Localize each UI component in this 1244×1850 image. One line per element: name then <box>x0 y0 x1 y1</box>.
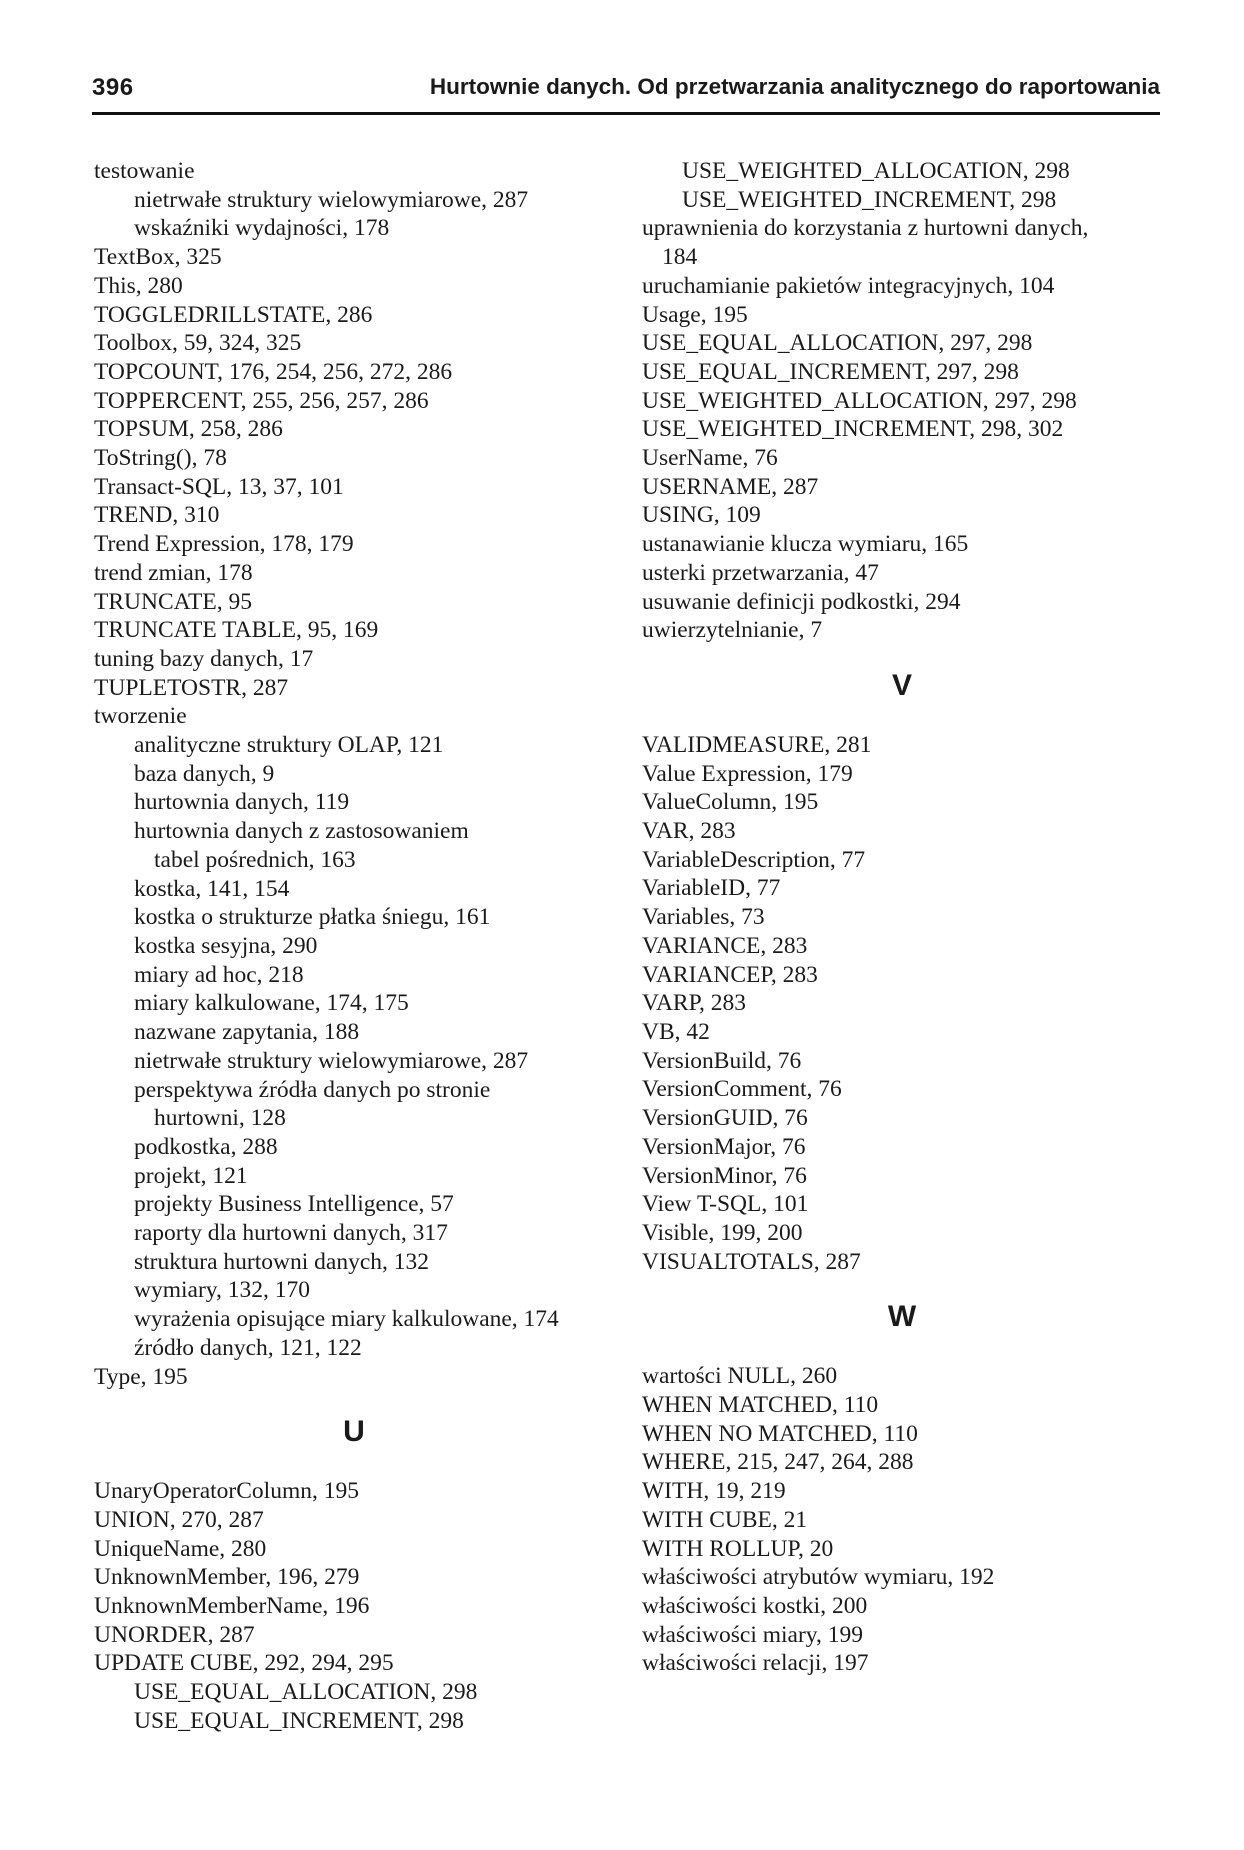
index-entry: uruchamianie pakietów integracyjnych, 104 <box>642 272 1055 299</box>
index-entry: VAR, 283 <box>642 818 736 845</box>
index-entry: USING, 109 <box>642 502 761 529</box>
index-entry: właściwości kostki, 200 <box>642 1592 868 1619</box>
index-subentry: USE_EQUAL_ALLOCATION, 298 <box>134 1679 478 1706</box>
index-entry: tuning bazy danych, 17 <box>94 645 314 672</box>
index-entry: Usage, 195 <box>642 301 748 328</box>
index-entry: UserName, 76 <box>642 445 778 472</box>
index-entry: Transact-SQL, 13, 37, 101 <box>94 473 344 500</box>
index-subentry: USE_WEIGHTED_ALLOCATION, 298 <box>682 158 1070 184</box>
index-entry: USE_WEIGHTED_ALLOCATION, 297, 298 <box>642 387 1077 414</box>
index-entry: USERNAME, 287 <box>642 473 819 500</box>
index-entry: This, 280 <box>94 272 183 299</box>
index-entry: VARIANCEP, 283 <box>642 961 818 988</box>
index-subentry: nietrwałe struktury wielowymiarowe, 287 <box>134 186 529 213</box>
index-subentry: USE_WEIGHTED_INCREMENT, 298 <box>682 186 1057 213</box>
index-entry: właściwości miary, 199 <box>642 1621 864 1648</box>
index-entry: VersionGUID, 76 <box>642 1105 808 1132</box>
index-subentry: nietrwałe struktury wielowymiarowe, 287 <box>134 1047 529 1074</box>
index-column-right <box>642 157 1162 1678</box>
index-entry: VersionBuild, 76 <box>642 1047 802 1074</box>
index-subentry: kostka sesyjna, 290 <box>134 932 318 959</box>
index-subentry: kostka o strukturze płatka śniegu, 161 <box>134 904 491 931</box>
index-entry: trend zmian, 178 <box>94 559 253 586</box>
index-subentry: analityczne struktury OLAP, 121 <box>134 732 444 759</box>
index-entry: VariableID, 77 <box>642 875 781 902</box>
index-entry: ValueColumn, 195 <box>642 789 819 816</box>
index-entry: VersionMinor, 76 <box>642 1162 807 1189</box>
index-subentry: 184 <box>662 244 698 271</box>
index-entry: UNION, 270, 287 <box>94 1506 264 1533</box>
index-entry: WHEN NO MATCHED, 110 <box>642 1420 918 1447</box>
index-entry: uprawnienia do korzystania z hurtowni danych, <box>642 215 1089 242</box>
index-entry: Trend Expression, 178, 179 <box>94 531 354 558</box>
index-entry: USE_EQUAL_ALLOCATION, 297, 298 <box>642 330 1033 357</box>
index-entry: UnknownMember, 196, 279 <box>94 1564 360 1591</box>
index-subentry: projekt, 121 <box>134 1162 248 1189</box>
index-entry: VISUALTOTALS, 287 <box>642 1248 861 1275</box>
index-entry: usterki przetwarzania, 47 <box>642 559 879 586</box>
page-header <box>92 68 1160 115</box>
index-subentry: podkostka, 288 <box>134 1133 278 1160</box>
index-entry: Type, 195 <box>94 1363 188 1390</box>
index-subentry: miary kalkulowane, 174, 175 <box>134 990 409 1017</box>
index-subentry: struktura hurtowni danych, 132 <box>134 1248 430 1275</box>
index-entry: właściwości relacji, 197 <box>642 1650 869 1677</box>
index-entry: Value Expression, 179 <box>642 760 853 787</box>
index-entry: tworzenie <box>94 703 187 730</box>
index-entry: testowanie <box>94 158 195 184</box>
index-subentry: wskaźniki wydajności, 178 <box>134 215 390 242</box>
section-heading: U <box>343 1415 365 1449</box>
index-entry: VALIDMEASURE, 281 <box>642 731 872 758</box>
index-entry: TOPCOUNT, 176, 254, 256, 272, 286 <box>94 358 453 385</box>
index-column-left <box>94 157 614 1736</box>
index-entry: UPDATE CUBE, 292, 294, 295 <box>94 1650 394 1677</box>
index-subentry: hurtowni, 128 <box>154 1105 286 1132</box>
index-entry: TOPSUM, 258, 286 <box>94 416 283 443</box>
index-subentry: hurtownia danych, 119 <box>134 789 350 816</box>
page-number: 396 <box>92 74 134 101</box>
index-subentry: perspektywa źródła danych po stronie <box>134 1076 491 1103</box>
index-entry: TOGGLEDRILLSTATE, 286 <box>94 301 373 328</box>
index-entry: WITH CUBE, 21 <box>642 1506 808 1533</box>
index-entry: UnknownMemberName, 196 <box>94 1593 370 1620</box>
index-entry: właściwości atrybutów wymiaru, 192 <box>642 1564 995 1591</box>
index-subentry: źródło danych, 121, 122 <box>134 1334 362 1361</box>
index-entry: ToString(), 78 <box>94 445 227 472</box>
running-title: Hurtownie danych. Od przetwarzania analitycznego do raportowania <box>429 74 1160 99</box>
index-subentry: miary ad hoc, 218 <box>134 961 304 988</box>
index-entry: TOPPERCENT, 255, 256, 257, 286 <box>94 387 429 414</box>
index-entry: USE_WEIGHTED_INCREMENT, 298, 302 <box>642 416 1064 443</box>
index-subentry: wyrażenia opisujące miary kalkulowane, 174 <box>134 1306 559 1333</box>
index-subentry: hurtownia danych z zastosowaniem <box>134 818 469 845</box>
index-subentry: projekty Business Intelligence, 57 <box>134 1191 454 1218</box>
index-entry: UniqueName, 280 <box>94 1535 267 1562</box>
section-heading: W <box>887 1300 917 1334</box>
index-entry: Toolbox, 59, 324, 325 <box>94 330 302 357</box>
index-entry: WHEN MATCHED, 110 <box>642 1392 879 1419</box>
index-entry: ustanawianie klucza wymiaru, 165 <box>642 531 969 558</box>
index-entry: WITH ROLLUP, 20 <box>642 1535 834 1562</box>
index-entry: UNORDER, 287 <box>94 1621 255 1648</box>
index-entry: TextBox, 325 <box>94 244 222 271</box>
index-entry: VB, 42 <box>642 1018 710 1045</box>
index-entry: TUPLETOSTR, 287 <box>94 674 289 701</box>
index-subentry: USE_EQUAL_INCREMENT, 298 <box>134 1707 464 1734</box>
index-entry: VariableDescription, 77 <box>642 846 866 873</box>
index-entry: WHERE, 215, 247, 264, 288 <box>642 1449 914 1476</box>
index-subentry: wymiary, 132, 170 <box>134 1277 311 1304</box>
index-entry: USE_EQUAL_INCREMENT, 297, 298 <box>642 358 1019 385</box>
index-subentry: raporty dla hurtowni danych, 317 <box>134 1220 448 1247</box>
index-entry: View T-SQL, 101 <box>642 1191 809 1218</box>
section-heading: V <box>891 668 912 702</box>
index-entry: usuwanie definicji podkostki, 294 <box>642 588 961 615</box>
index-subentry: kostka, 141, 154 <box>134 875 290 902</box>
index-entry: UnaryOperatorColumn, 195 <box>94 1478 359 1505</box>
index-subentry: tabel pośrednich, 163 <box>154 846 356 873</box>
index-entry: VARP, 283 <box>642 990 747 1017</box>
index-entry: VersionMajor, 76 <box>642 1133 806 1160</box>
index-subentry: baza danych, 9 <box>134 760 275 787</box>
index-entry: VARIANCE, 283 <box>642 932 808 959</box>
index-entry: Variables, 73 <box>642 904 765 931</box>
index-entry: TREND, 310 <box>94 502 220 529</box>
index-entry: VersionComment, 76 <box>642 1076 842 1103</box>
index-entry: TRUNCATE TABLE, 95, 169 <box>94 617 379 644</box>
index-entry: WITH, 19, 219 <box>642 1478 786 1505</box>
index-entry: wartości NULL, 260 <box>642 1363 838 1390</box>
index-subentry: nazwane zapytania, 188 <box>134 1019 360 1046</box>
index-entry: TRUNCATE, 95 <box>94 588 252 615</box>
index-entry: uwierzytelnianie, 7 <box>642 617 823 644</box>
index-entry: Visible, 199, 200 <box>642 1219 803 1246</box>
